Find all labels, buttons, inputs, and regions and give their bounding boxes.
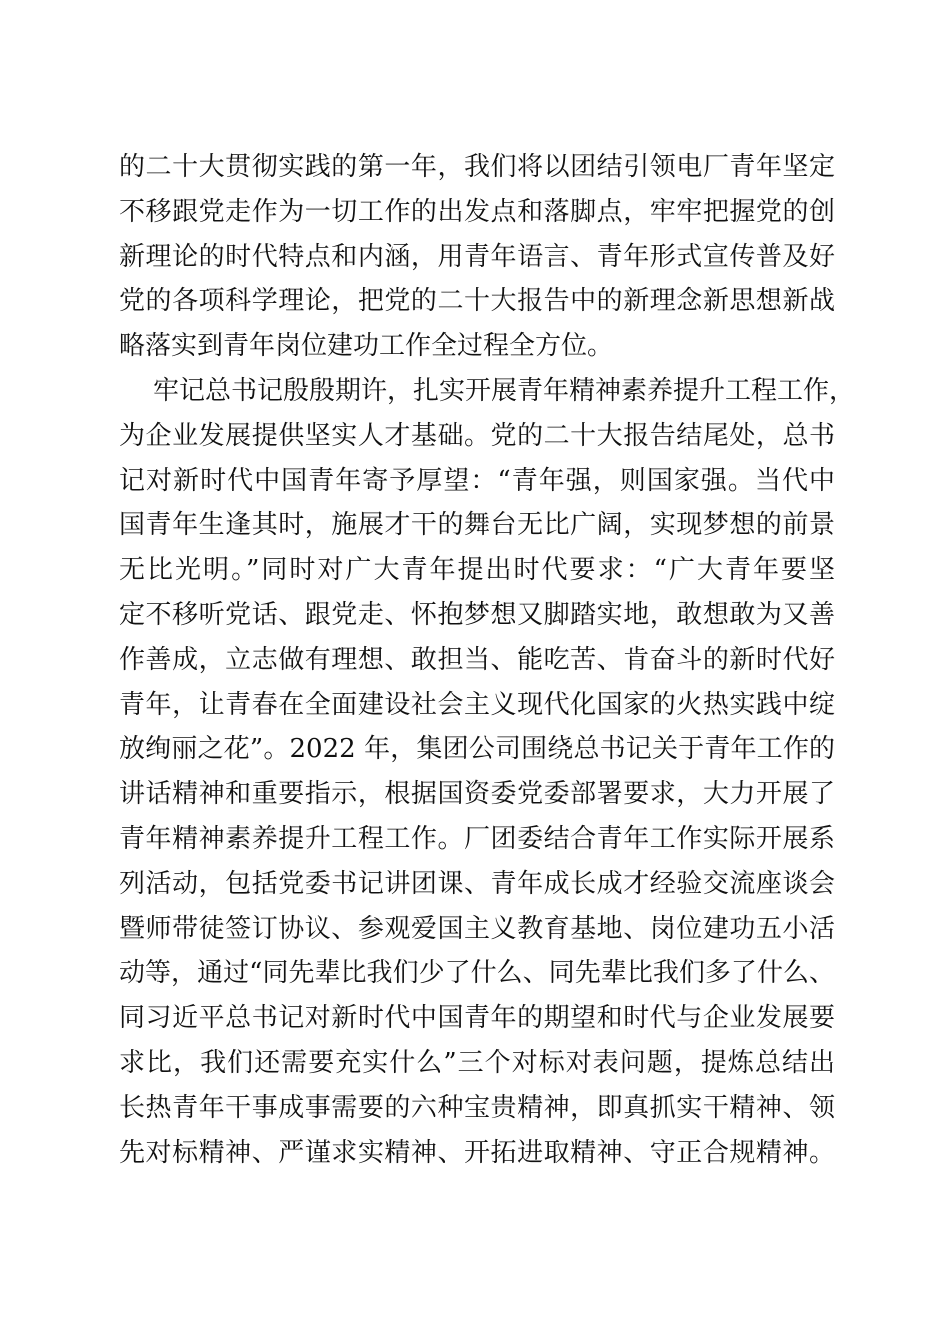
text-line: 长热青年干事成事需要的六种宝贵精神，即真抓实干精神、领 [119, 1092, 835, 1123]
text-line: 新理论的时代特点和内涵，用青年语言、青年形式宣传普及好 [119, 241, 835, 272]
text-line: 讲话精神和重要指示，根据国资委党委部署要求，大力开展了 [119, 779, 835, 810]
text-line: 略落实到青年岗位建功工作全过程全方位。 [119, 331, 614, 362]
text-line: 暨师带徒签订协议、参观爱国主义教育基地、岗位建功五小活 [119, 913, 835, 944]
text-line: 先对标精神、严谨求实精神、开拓进取精神、守正合规精神。 [119, 1137, 835, 1168]
text-line: 放绚丽之花”。2022 年，集团公司围绕总书记关于青年工作的 [119, 734, 835, 765]
text-line: 同习近平总书记对新时代中国青年的期望和时代与企业发展要 [119, 1003, 835, 1034]
text-line: 青年，让青春在全面建设社会主义现代化国家的火热实践中绽 [119, 689, 835, 720]
text-line: 党的各项科学理论，把党的二十大报告中的新理念新思想新战 [119, 286, 835, 317]
text-line: 不移跟党走作为一切工作的出发点和落脚点，牢牢把握党的创 [119, 196, 835, 227]
body-text [119, 145, 856, 1175]
text-line: 动等，通过“同先辈比我们少了什么、同先辈比我们多了什么、 [119, 958, 835, 989]
text-line: 无比光明。”同时对广大青年提出时代要求：“广大青年要坚 [119, 555, 835, 586]
text-line: 国青年生逢其时，施展才干的舞台无比广阔，实现梦想的前景 [119, 510, 835, 541]
text-line: 定不移听党话、跟党走、怀抱梦想又脚踏实地，敢想敢为又善 [119, 599, 835, 630]
text-line: 作善成，立志做有理想、敢担当、能吃苦、肯奋斗的新时代好 [119, 644, 835, 675]
text-line: 记对新时代中国青年寄予厚望：“青年强，则国家强。当代中 [119, 465, 835, 496]
text-line: 的二十大贯彻实践的第一年，我们将以团结引领电厂青年坚定 [119, 152, 835, 182]
text-line: 为企业发展提供坚实人才基础。党的二十大报告结尾处，总书 [119, 420, 835, 451]
text-line: 求比，我们还需要充实什么”三个对标对表问题，提炼总结出 [119, 1047, 835, 1078]
text-line: 列活动，包括党委书记讲团课、青年成长成才经验交流座谈会 [119, 868, 835, 899]
text-line-paragraph-start: 牢记总书记殷殷期许，扎实开展青年精神素养提升工程工作， [153, 375, 856, 406]
text-line: 青年精神素养提升工程工作。厂团委结合青年工作实际开展系 [119, 823, 835, 854]
